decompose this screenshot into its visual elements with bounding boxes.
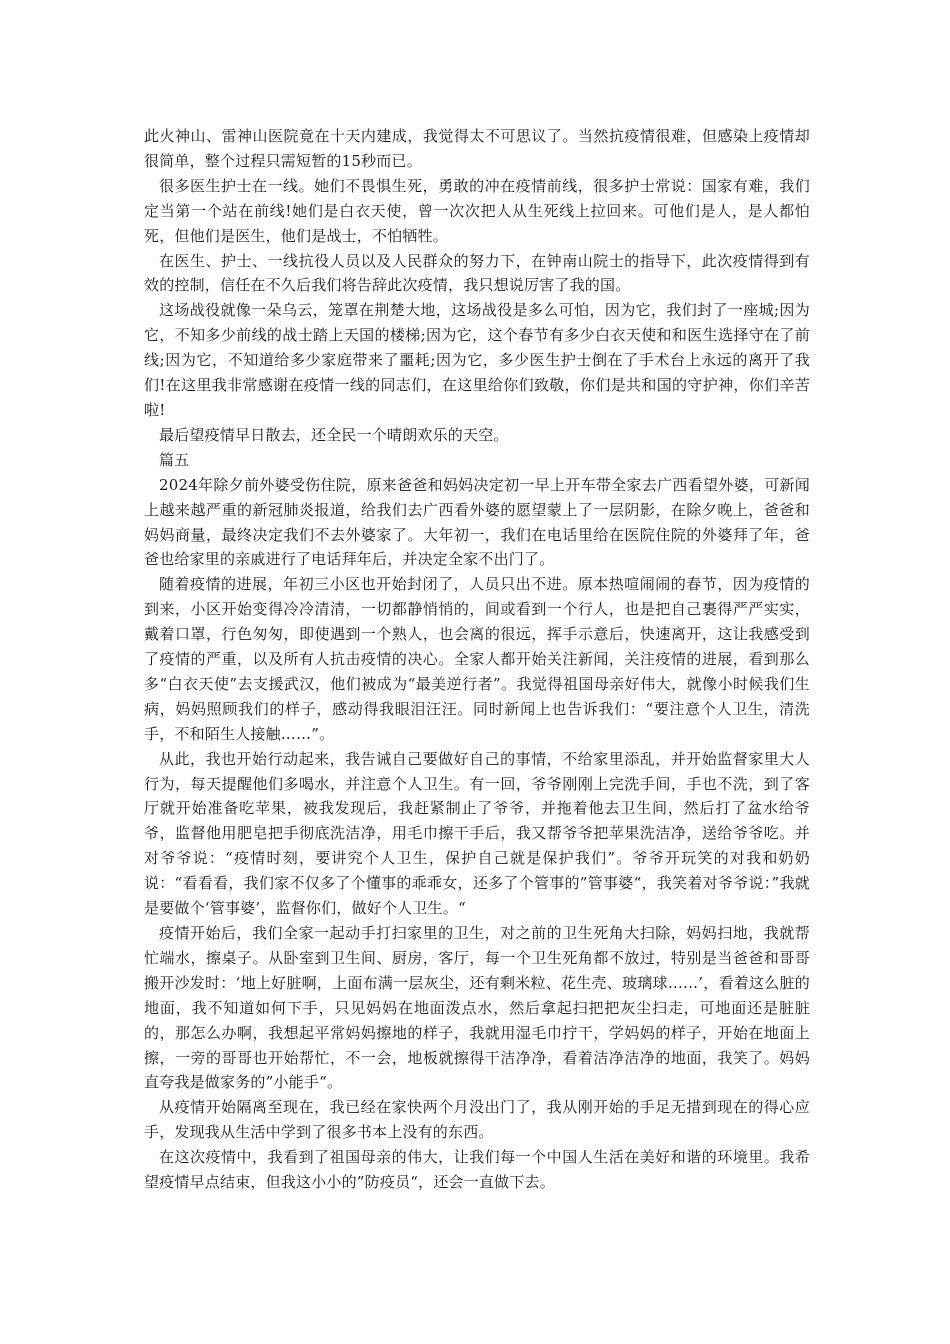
paragraph: 这场战役就像一朵乌云，笼罩在荆楚大地，这场战役是多么可怕，因为它，我们封了一座城;因为它，不知多少前线的战士踏上天国的楼梯;因为它，这个春节有多少白衣天使和和医生选择守在了前线;因为它，不知道给多少家庭带来了噩耗;因为它，多少医生护士倒在了手术台上永远的离开了我们!在这里我非常感谢在疫情一线的同志们，在这里给你们致敬，你们是共和国的守护神，你们辛苦啦! [144,301,810,419]
paragraph: 从此，我也开始行动起来，我告诫自己要做好自己的事情，不给家里添乱，并开始监督家里大人行为，每天提醒他们多喝水，并注意个人卫生。有一回，爷爷刚刚上完洗手间，手也不洗，到了客厅就开始准备吃苹果，被我发现后，我赶紧制止了爷爷，并拖着他去卫生间，然后打了盆水给爷爷，监督他用肥皂把手彻底洗洁净，用毛巾擦干手后，我又帮爷爷把苹果洗洁净，送给爷爷吃。并对爷爷说：“疫情时刻，要讲究个人卫生，保护自己就是保护我们”。爷爷开玩笑的对我和奶奶说：“看看看，我们家不仅多了个懂事的乖乖女，还多了个管事的”管事婆“，我笑着对爷爷说：”我就是要做个‘管事婆’，监督你们，做好个人卫生。“ [144,749,810,918]
paragraph: 最后望疫情早日散去，还全民一个晴朗欢乐的天空。 [159,425,509,444]
paragraph: 在这次疫情中，我看到了祖国母亲的伟大，让我们每一个中国人生活在美好和谐的环境里。我希望疫情早点结束，但我这小小的”防疫员“，还会一直做下去。 [144,1148,810,1192]
paragraph: 随着疫情的进展，年初三小区也开始封闭了，人员只出不进。原本热喧闹闹的春节，因为疫情的到来，小区开始变得冷冷清清，一切都静悄悄的，间或看到一个行人，也是把自己裹得严严实实，戴着口罩，行色匆匆，即使遇到一个熟人，也会离的很远，挥手示意后，快速离开，这让我感受到了疫情的严重，以及所有人抗击疫情的决心。全家人都开始关注新闻，关注疫情的进展，看到那么多“白衣天使”去支援武汉，他们被成为“最美逆行者”。我觉得祖国母亲好伟大，就像小时候我们生病，妈妈照顾我们的样子，感动得我眼泪汪汪。同时新闻上也告诉我们：“要注意个人卫生，清洗手，不和陌生人接触……”。 [144,575,810,743]
paragraph: 在医生、护士、一线抗役人员以及人民群众的努力下，在钟南山院士的指导下，此次疫情得到有效的控制，信任在不久后我们将告辞此次疫情，我只想说厉害了我的国。 [144,251,810,295]
paragraph: 疫情开始后，我们全家一起动手打扫家里的卫生，对之前的卫生死角大扫除，妈妈扫地，我就帮忙端水，擦桌子。从卧室到卫生间、厨房，客厅，每一个卫生死角都不放过，特别是当爸爸和哥哥搬开沙发时：‘地上好脏啊，上面布满一层灰尘，还有剩米粒、花生壳、玻璃球……’，看着这么脏的地面，我不知道如何下手，只见妈妈在地面泼点水，然后拿起扫把把灰尘扫走，可地面还是脏脏的，那怎么办啊，我想起平常妈妈擦地的样子，我就用湿毛巾拧干，学妈妈的样子，开始在地面上擦，一旁的哥哥也开始帮忙，不一会，地板就擦得干洁净净，看着洁净洁净的地面，我笑了。妈妈直夸我是做家务的”小能手“。 [144,924,810,1092]
paragraph: 2024年除夕前外婆受伤住院，原来爸爸和妈妈决定初一早上开车带全家去广西看望外婆，可新闻上越来越严重的新冠肺炎报道，给我们去广西看外婆的愿望蒙上了一层阴影，在除夕晚上，爸爸和妈妈商量，最终决定我们不去外婆家了。大年初一，我们在电话里给在医院住院的外婆拜了年，爸爸也给家里的亲戚进行了电话拜年后，并决定全家不出门了。 [144,475,810,569]
section-title: 篇五 [159,450,190,469]
paragraph: 很多医生护士在一线。她们不畏惧生死，勇敢的冲在疫情前线，很多护士常说：国家有难，我们定当第一个站在前线!她们是白衣天使，曾一次次把人从生死线上拉回来。可他们是人，是人都怕死，但他们是医生，他们是战士，不怕牺牲。 [144,176,810,245]
paragraph: 此火神山、雷神山医院竟在十天内建成，我觉得太不可思议了。当然抗疫情很难，但感染上疫情却很简单，整个过程只需短暂的15秒而已。 [144,127,810,170]
document-page [144,124,810,1195]
paragraph: 从疫情开始隔离至现在，我已经在家快两个月没出门了，我从刚开始的手足无措到现在的得心应手，发现我从生活中学到了很多书本上没有的东西。 [144,1098,810,1142]
